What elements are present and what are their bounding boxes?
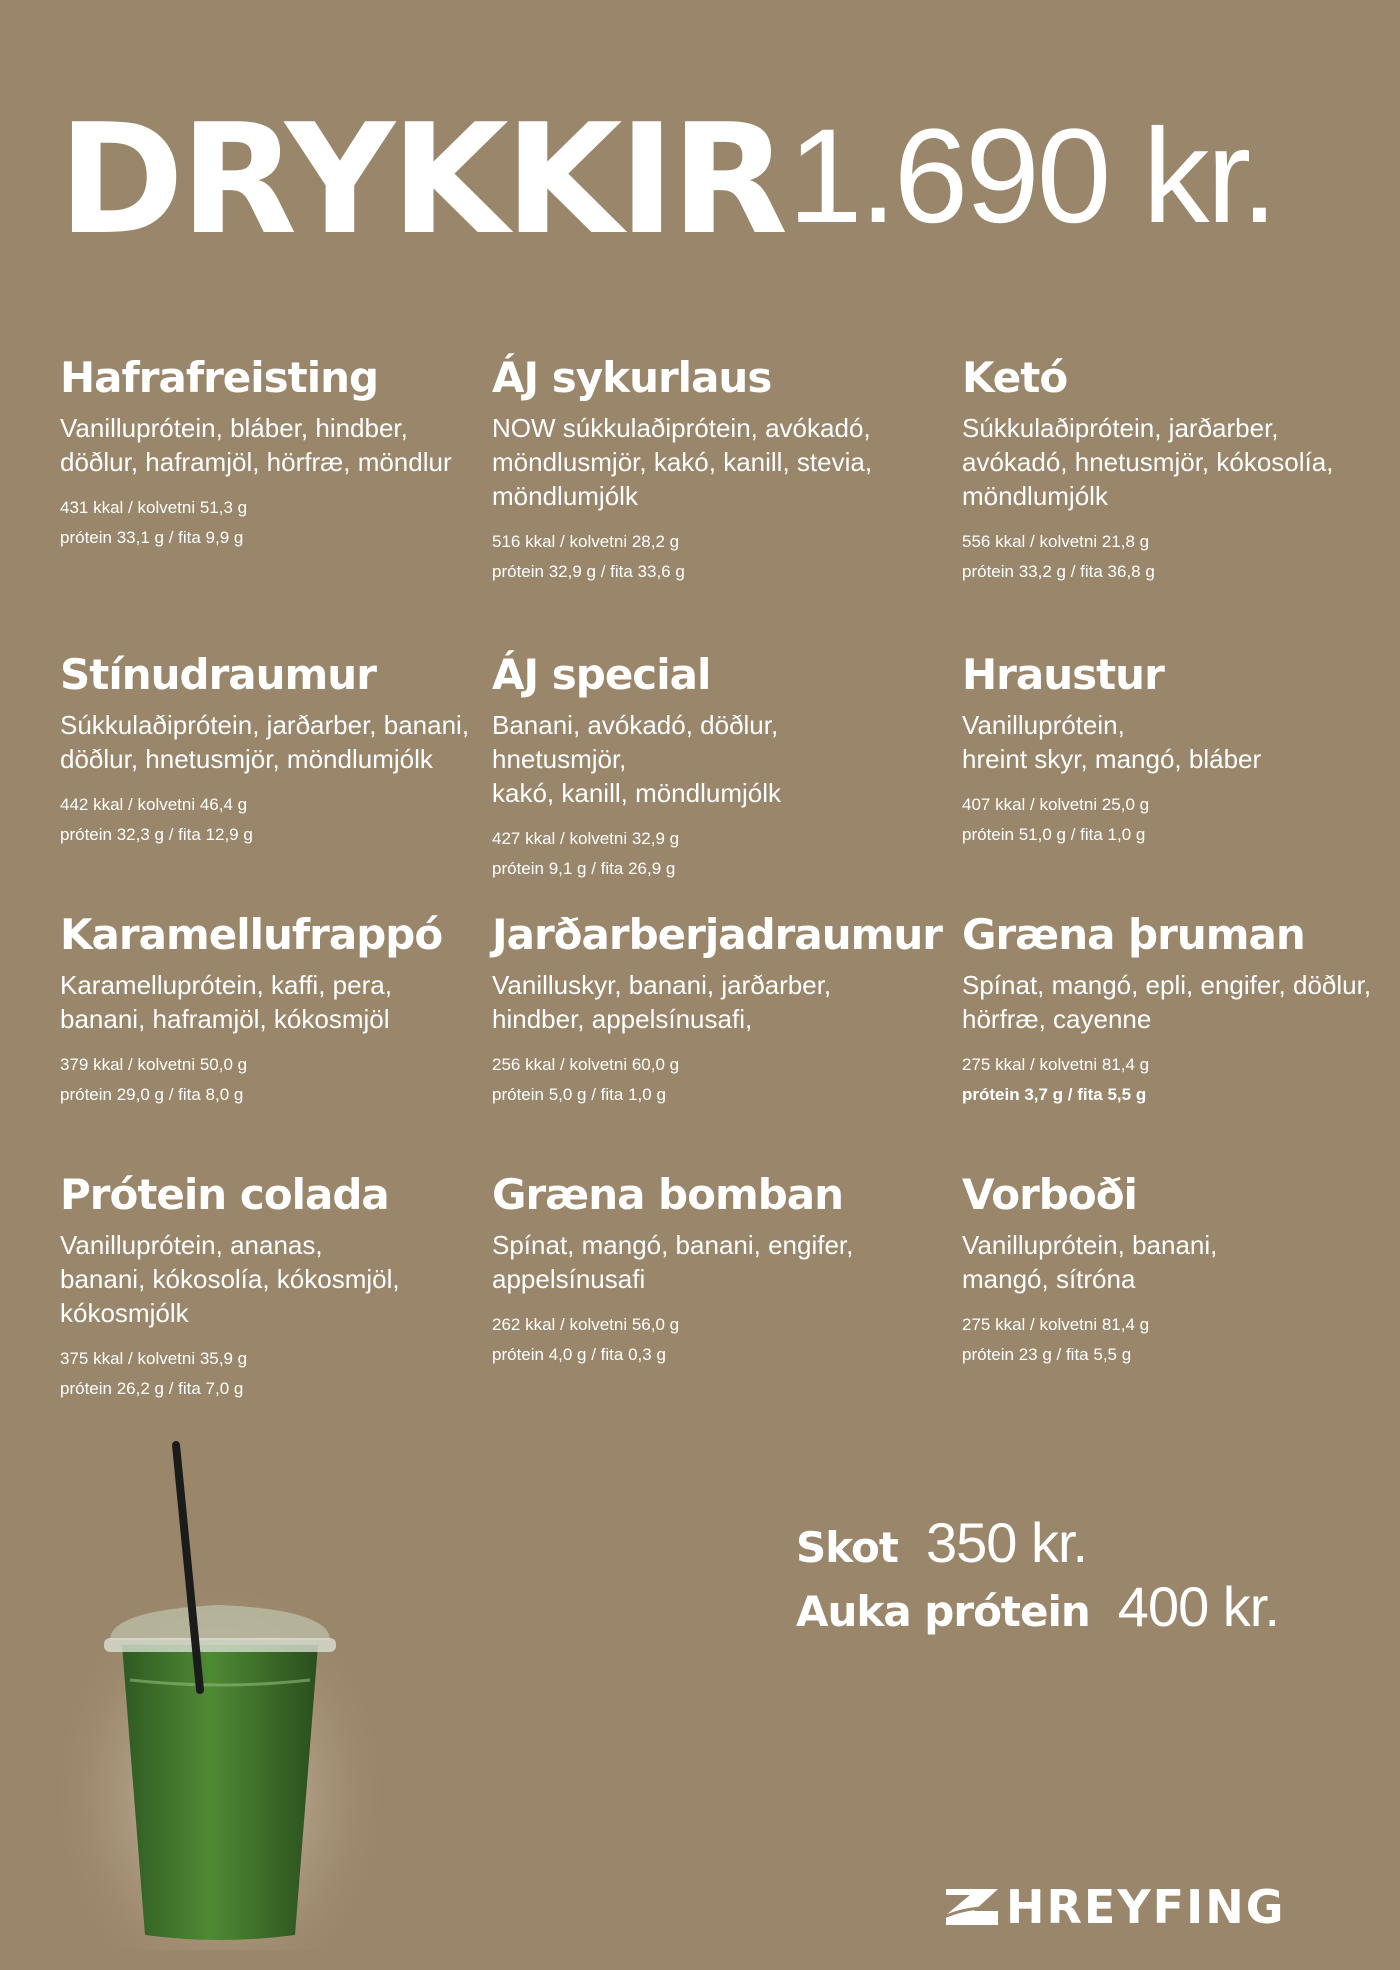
ingredient-line: Spínat, mangó, banani, engifer, bbox=[492, 1230, 854, 1261]
drink-ingredients bbox=[962, 708, 1382, 776]
logo-text: HREYFING bbox=[1006, 1880, 1286, 1934]
smoothie-cup-image bbox=[60, 1440, 380, 1950]
nutrition-line: prótein 33,2 g / fita 36,8 g bbox=[962, 562, 1155, 582]
drink-ingredients bbox=[60, 1228, 480, 1330]
ingredient-line: appelsínusafi bbox=[492, 1264, 646, 1295]
nutrition-line: 427 kkal / kolvetni 32,9 g bbox=[492, 829, 680, 849]
nutrition-line: prótein 5,0 g / fita 1,0 g bbox=[492, 1085, 666, 1105]
drink-item bbox=[962, 1172, 1382, 1370]
drink-ingredients bbox=[492, 968, 912, 1036]
drink-item bbox=[60, 652, 480, 850]
nutrition-line: 379 kkal / kolvetni 50,0 g bbox=[60, 1055, 248, 1075]
drink-name: Vorboði bbox=[962, 1170, 1137, 1219]
drink-name: Hraustur bbox=[962, 650, 1164, 699]
ingredient-line: NOW súkkulaðiprótein, avókadó, bbox=[492, 413, 871, 444]
nutrition-line: 407 kkal / kolvetni 25,0 g bbox=[962, 795, 1150, 815]
ingredient-line: mangó, sítróna bbox=[962, 1264, 1136, 1295]
drink-item bbox=[492, 355, 912, 587]
nutrition-line: 275 kkal / kolvetni 81,4 g bbox=[962, 1055, 1150, 1075]
drink-name: Stínudraumur bbox=[60, 650, 376, 699]
ingredient-line: hreint skyr, mangó, bláber bbox=[962, 744, 1262, 775]
extra-price: 350 kr. bbox=[925, 1511, 1088, 1574]
ingredient-line: hindber, appelsínusafi, bbox=[492, 1004, 753, 1035]
ingredient-line: möndlusmjör, kakó, kanill, stevia, bbox=[492, 447, 873, 478]
ingredient-line: Vanilluprótein, bláber, hindber, bbox=[60, 413, 408, 444]
drink-item bbox=[492, 910, 942, 1110]
drink-ingredients bbox=[962, 411, 1382, 513]
ingredient-line: Vanilluprótein, ananas, bbox=[60, 1230, 323, 1261]
nutrition-line: prótein 9,1 g / fita 26,9 g bbox=[492, 859, 676, 879]
drink-name: Prótein colada bbox=[60, 1170, 389, 1219]
ingredient-line: kakó, kanill, möndlumjólk bbox=[492, 778, 782, 809]
nutrition-line: prótein 51,0 g / fita 1,0 g bbox=[962, 825, 1146, 845]
drink-ingredients bbox=[60, 411, 480, 479]
drink-item bbox=[962, 912, 1382, 1110]
nutrition-line: 516 kkal / kolvetni 28,2 g bbox=[492, 532, 680, 552]
drink-item bbox=[60, 355, 480, 553]
drink-item bbox=[962, 355, 1382, 587]
ingredient-line: Vanilluprótein, banani, bbox=[962, 1230, 1218, 1261]
extra-protein bbox=[796, 1574, 1279, 1638]
extras bbox=[796, 1510, 1279, 1638]
ingredient-line: döðlur, haframjöl, hörfræ, möndlur bbox=[60, 447, 452, 478]
menu-price: 1.690 kr. bbox=[788, 102, 1276, 251]
nutrition-line: prótein 4,0 g / fita 0,3 g bbox=[492, 1345, 666, 1365]
nutrition-line: 442 kkal / kolvetni 46,4 g bbox=[60, 795, 248, 815]
ingredient-line: döðlur, hnetusmjör, möndlumjólk bbox=[60, 744, 433, 775]
nutrition-line: prótein 29,0 g / fita 8,0 g bbox=[60, 1085, 244, 1105]
drink-item bbox=[60, 1172, 480, 1404]
drink-name: Karamellufrappó bbox=[60, 910, 443, 959]
nutrition-line: prótein 23 g / fita 5,5 g bbox=[962, 1345, 1132, 1365]
logo-mark-icon bbox=[944, 1887, 1000, 1927]
drink-name: Græna þruman bbox=[962, 910, 1305, 959]
ingredient-line: Súkkulaðiprótein, jarðarber, banani, bbox=[60, 710, 470, 741]
extra-label: Auka prótein bbox=[796, 1587, 1090, 1636]
drink-ingredients bbox=[492, 708, 912, 810]
nutrition-line: 256 kkal / kolvetni 60,0 g bbox=[492, 1055, 680, 1075]
drink-ingredients bbox=[60, 968, 480, 1036]
drink-ingredients bbox=[492, 411, 912, 513]
ingredient-line: Vanilluskyr, banani, jarðarber, bbox=[492, 970, 832, 1001]
drink-ingredients bbox=[60, 708, 480, 776]
drink-name: ÁJ sykurlaus bbox=[492, 353, 772, 402]
drink-name: Hafrafreisting bbox=[60, 353, 379, 402]
drink-item bbox=[492, 652, 912, 884]
nutrition-line: prótein 33,1 g / fita 9,9 g bbox=[60, 528, 244, 548]
ingredient-line: hörfræ, cayenne bbox=[962, 1004, 1152, 1035]
ingredient-line: banani, kókosolía, kókosmjöl, bbox=[60, 1264, 400, 1295]
hreyfing-logo bbox=[944, 1880, 1285, 1934]
drink-name: Ketó bbox=[962, 353, 1068, 402]
drink-item bbox=[492, 1172, 912, 1370]
drink-ingredients bbox=[962, 1228, 1382, 1296]
nutrition-line: 556 kkal / kolvetni 21,8 g bbox=[962, 532, 1150, 552]
extra-label: Skot bbox=[796, 1523, 898, 1572]
ingredient-line: avókadó, hnetusmjör, kókosolía, bbox=[962, 447, 1334, 478]
ingredient-line: Vanilluprótein, bbox=[962, 710, 1125, 741]
drink-name: Jarðarberjadraumur bbox=[492, 910, 942, 959]
nutrition-line: 262 kkal / kolvetni 56,0 g bbox=[492, 1315, 680, 1335]
ingredient-line: Karamelluprótein, kaffi, pera, bbox=[60, 970, 392, 1001]
nutrition-line: prótein 3,7 g / fita 5,5 g bbox=[962, 1085, 1147, 1105]
ingredient-line: kókosmjólk bbox=[60, 1298, 189, 1329]
ingredient-line: möndlumjólk bbox=[492, 481, 638, 512]
ingredient-line: Súkkulaðiprótein, jarðarber, bbox=[962, 413, 1279, 444]
nutrition-line: 275 kkal / kolvetni 81,4 g bbox=[962, 1315, 1150, 1335]
nutrition-line: 431 kkal / kolvetni 51,3 g bbox=[60, 498, 248, 518]
drink-name: ÁJ special bbox=[492, 650, 711, 699]
nutrition-line: prótein 26,2 g / fita 7,0 g bbox=[60, 1379, 244, 1399]
nutrition-line: prótein 32,3 g / fita 12,9 g bbox=[60, 825, 253, 845]
drink-item bbox=[60, 912, 480, 1110]
menu-title: DRYKKIR bbox=[58, 91, 785, 268]
drink-name: Græna bomban bbox=[492, 1170, 844, 1219]
drink-item bbox=[962, 652, 1382, 850]
drink-ingredients bbox=[492, 1228, 912, 1296]
nutrition-line: 375 kkal / kolvetni 35,9 g bbox=[60, 1349, 248, 1369]
ingredient-line: Spínat, mangó, epli, engifer, döðlur, bbox=[962, 970, 1372, 1001]
extra-shot bbox=[796, 1510, 1279, 1574]
extra-price: 400 kr. bbox=[1117, 1575, 1279, 1638]
ingredient-line: banani, haframjöl, kókosmjöl bbox=[60, 1004, 390, 1035]
ingredient-line: Banani, avókadó, döðlur, hnetusmjör, bbox=[492, 710, 779, 775]
nutrition-line: prótein 32,9 g / fita 33,6 g bbox=[492, 562, 685, 582]
ingredient-line: möndlumjólk bbox=[962, 481, 1108, 512]
drink-ingredients bbox=[962, 968, 1382, 1036]
